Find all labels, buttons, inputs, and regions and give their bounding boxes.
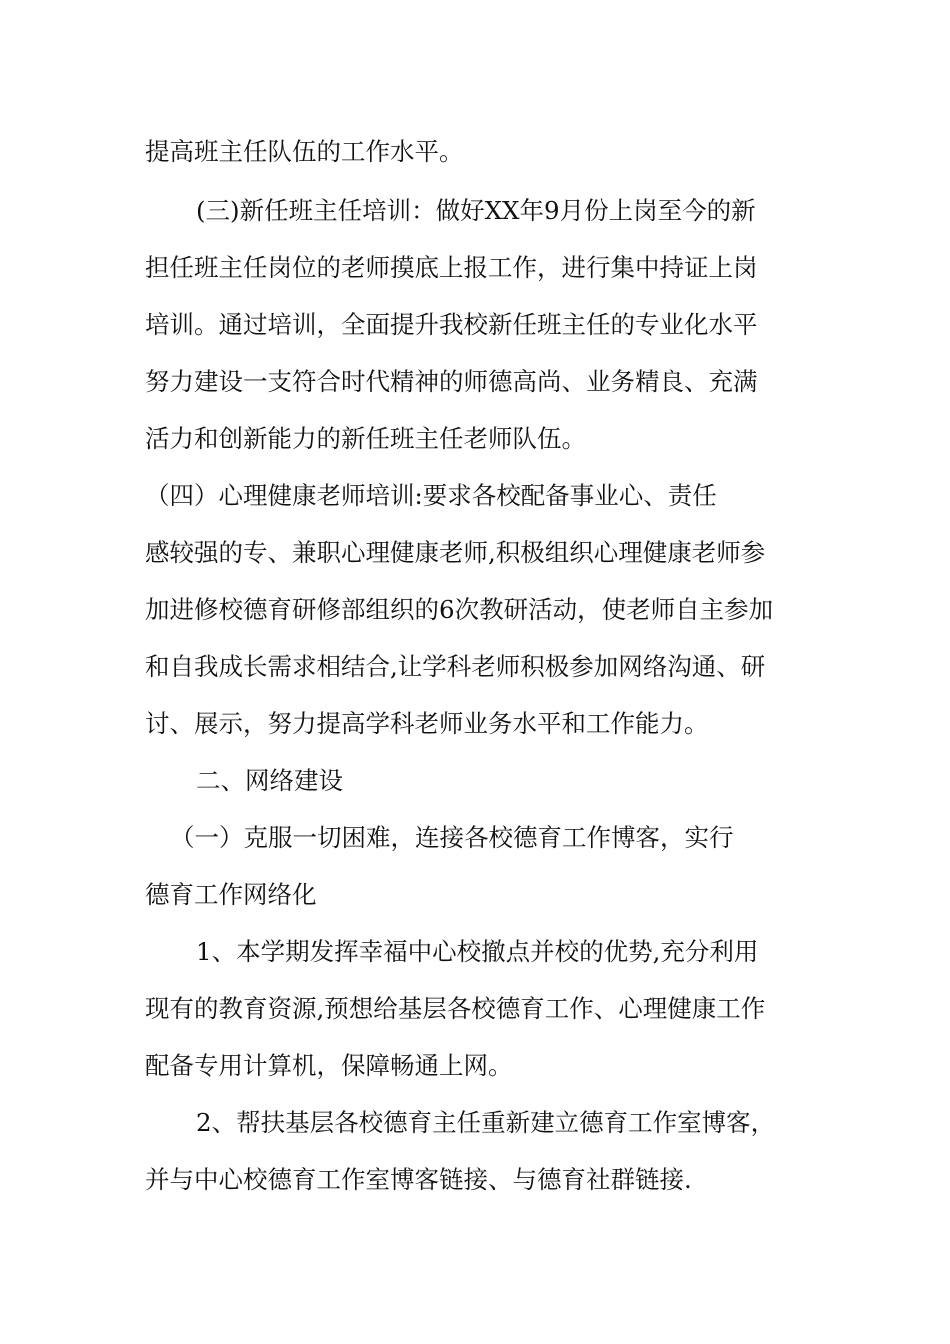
text-line: 配备专用计算机，保障畅通上网。 xyxy=(145,1051,513,1080)
text-line: 和自我成长需求相结合,让学科老师积极参加网络沟通、研 xyxy=(145,652,766,681)
text-line: 活力和创新能力的新任班主任老师队伍。 xyxy=(145,424,586,453)
section-heading: 二、网络建设 xyxy=(196,766,343,795)
text-line: 努力建设一支符合时代精神的师德高尚、业务精良、充满 xyxy=(145,367,758,396)
text-line: 1、本学期发挥幸福中心校撤点并校的优势,充分利用 xyxy=(196,937,759,966)
text-line: 现有的教育资源,预想给基层各校德育工作、心理健康工作 xyxy=(145,994,766,1023)
text-line: 培训。通过培训，全面提升我校新任班主任的专业化水平 xyxy=(145,310,758,339)
text-line: 担任班主任岗位的老师摸底上报工作，进行集中持证上岗 xyxy=(145,253,758,282)
text-line: 并与中心校德育工作室博客链接、与德育社群链接. xyxy=(145,1165,692,1194)
text-line: 提高班主任队伍的工作水平。 xyxy=(145,137,464,166)
text-line: 德育工作网络化 xyxy=(145,880,317,909)
text-line: (三)新任班主任培训：做好XX年9月份上岗至今的新 xyxy=(196,196,756,225)
text-line: （一）克服一切困难，连接各校德育工作博客，实行 xyxy=(170,823,734,852)
text-line: 讨、展示，努力提高学科老师业务水平和工作能力。 xyxy=(145,709,709,738)
text-line: 2、帮扶基层各校德育主任重新建立德育工作室博客， xyxy=(196,1108,776,1137)
text-line: （四）心理健康老师培训:要求各校配备事业心、责任 xyxy=(145,481,717,510)
text-line: 感较强的专、兼职心理健康老师,积极组织心理健康老师参 xyxy=(145,538,766,567)
text-line: 加进修校德育研修部组织的6次教研活动，使老师自主参加 xyxy=(145,595,774,624)
